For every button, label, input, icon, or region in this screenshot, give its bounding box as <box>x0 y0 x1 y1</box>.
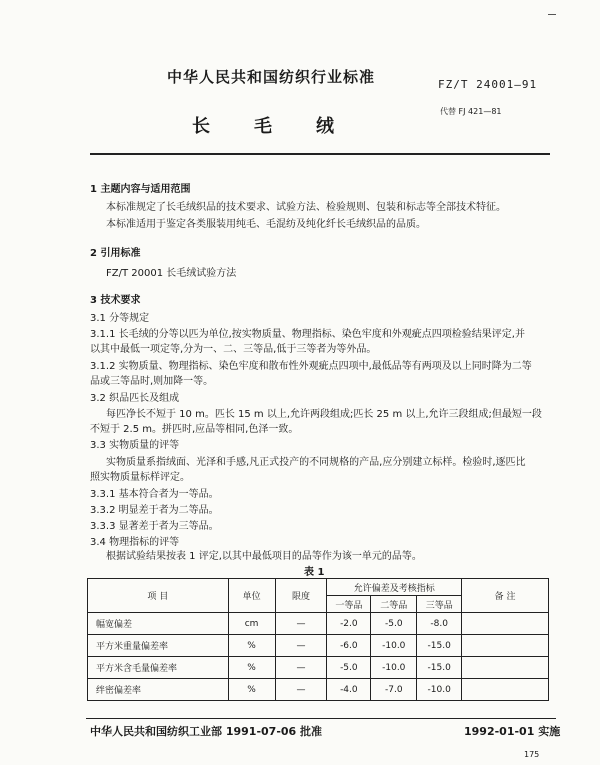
cell-grade-2: -10.0 <box>371 635 417 657</box>
cell-remark <box>462 657 549 679</box>
table-row <box>88 657 549 679</box>
paragraph: 照实物质量标样评定。 <box>90 472 190 483</box>
standard-name: 中华人民共和国纺织行业标准 <box>167 68 376 86</box>
header-rule <box>90 153 550 155</box>
cell-grade-3: -15.0 <box>417 635 462 657</box>
cell-grade-3: -15.0 <box>417 657 462 679</box>
clause: 3.1.2 实物质量、物理指标、染色牢度和散布性外观疵点四项中,最低品等有两项及以上同时降为二等 <box>90 361 532 372</box>
clause: 3.1.1 长毛绒的分等以匹为单位,按实物质量、物理指标、染色牢度和外观疵点四项检验结果评定,并 <box>90 329 525 340</box>
clause: 3.1 分等规定 <box>90 313 150 324</box>
clause: 3.2 织品匹长及组成 <box>90 393 180 404</box>
table-row <box>88 613 549 635</box>
section-2-title: 2 引用标准 <box>90 248 141 259</box>
paragraph: 本标准规定了长毛绒织品的技术要求、试验方法、检验规则、包装和标志等全部技术特征。 <box>106 202 506 213</box>
cell-unit: cm <box>228 613 275 635</box>
cell-grade-2: -7.0 <box>371 679 417 701</box>
cell-limit: — <box>275 657 327 679</box>
cell-grade-3: -8.0 <box>417 613 462 635</box>
header-remark: 备 注 <box>462 579 549 613</box>
paragraph: 实物质量系指绒面、光泽和手感,凡正式投产的不同规格的产品,应分别建立标样。检验时,逐匹比 <box>106 457 526 468</box>
cell-item: 绊密偏差率 <box>88 679 229 701</box>
header-unit: 单位 <box>228 579 275 613</box>
clause: 3.3.2 明显差于者为二等品。 <box>90 505 219 516</box>
footer-rule <box>86 718 556 719</box>
paragraph: 根据试验结果按表 1 评定,以其中最低项目的品等作为该一单元的品等。 <box>106 551 422 562</box>
section-1-title: 1 主题内容与适用范围 <box>90 184 191 195</box>
replaces-note: 代替 FJ 421—81 <box>440 107 502 116</box>
cell-unit: % <box>228 679 275 701</box>
cell-unit: % <box>228 657 275 679</box>
table-row <box>88 635 549 657</box>
cell-grade-1: -5.0 <box>327 657 371 679</box>
reference: FZ/T 20001 长毛绒试验方法 <box>106 268 237 279</box>
cell-item: 平方米含毛量偏差率 <box>88 657 229 679</box>
cell-limit: — <box>275 679 327 701</box>
table-row <box>88 679 549 701</box>
cell-grade-2: -10.0 <box>371 657 417 679</box>
cell-item: 平方米重量偏差率 <box>88 635 229 657</box>
clause: 3.4 物理指标的评等 <box>90 537 180 548</box>
page-number: 175 <box>524 750 540 759</box>
cell-grade-1: -4.0 <box>327 679 371 701</box>
cell-grade-1: -6.0 <box>327 635 371 657</box>
cell-limit: — <box>275 613 327 635</box>
clause: 3.3.3 显著差于者为三等品。 <box>90 521 219 532</box>
header-item: 项 目 <box>88 579 229 613</box>
effective-date: 1992-01-01 实施 <box>464 725 561 738</box>
paragraph: 不短于 2.5 m。拼匹时,应品等相同,色泽一致。 <box>90 424 299 435</box>
cell-grade-1: -2.0 <box>327 613 371 635</box>
header-limit: 限度 <box>275 579 327 613</box>
cell-remark <box>462 679 549 701</box>
physical-index-table <box>87 578 549 701</box>
title-char: 毛 <box>254 116 272 137</box>
approval-line: 中华人民共和国纺织工业部 1991-07-06 批准 <box>90 725 323 738</box>
cell-grade-2: -5.0 <box>371 613 417 635</box>
title-char: 绒 <box>316 116 334 137</box>
cell-limit: — <box>275 635 327 657</box>
clause: 3.3 实物质量的评等 <box>90 440 180 451</box>
table-caption: 表 1 <box>304 567 325 578</box>
paragraph: 每匹净长不短于 10 m。匹长 15 m 以上,允许两段组成;匹长 25 m 以上,允许三段组成;但最短一段 <box>106 409 542 420</box>
standard-code: FZ/T 24001—91 <box>438 78 538 91</box>
clause: 品或三等品时,则加降一等。 <box>90 376 214 387</box>
cell-grade-3: -10.0 <box>417 679 462 701</box>
header-deviation-group: 允许偏差及考核指标 <box>327 579 462 596</box>
clause: 3.3.1 基本符合者为一等品。 <box>90 489 219 500</box>
title-char: 长 <box>192 116 210 137</box>
cell-remark <box>462 635 549 657</box>
cell-unit: % <box>228 635 275 657</box>
header-grade-2: 二等品 <box>371 596 417 613</box>
section-3-title: 3 技术要求 <box>90 295 141 306</box>
header-grade-1: 一等品 <box>327 596 371 613</box>
corner-mark <box>548 14 556 15</box>
header-grade-3: 三等品 <box>417 596 462 613</box>
clause: 以其中最低一项定等,分为一、二、三等品,低于三等者为等外品。 <box>90 344 377 355</box>
paragraph: 本标准适用于鉴定各类服装用纯毛、毛混纺及纯化纤长毛绒织品的品质。 <box>106 219 426 230</box>
cell-remark <box>462 613 549 635</box>
cell-item: 幅宽偏差 <box>88 613 229 635</box>
document-title <box>192 112 378 138</box>
